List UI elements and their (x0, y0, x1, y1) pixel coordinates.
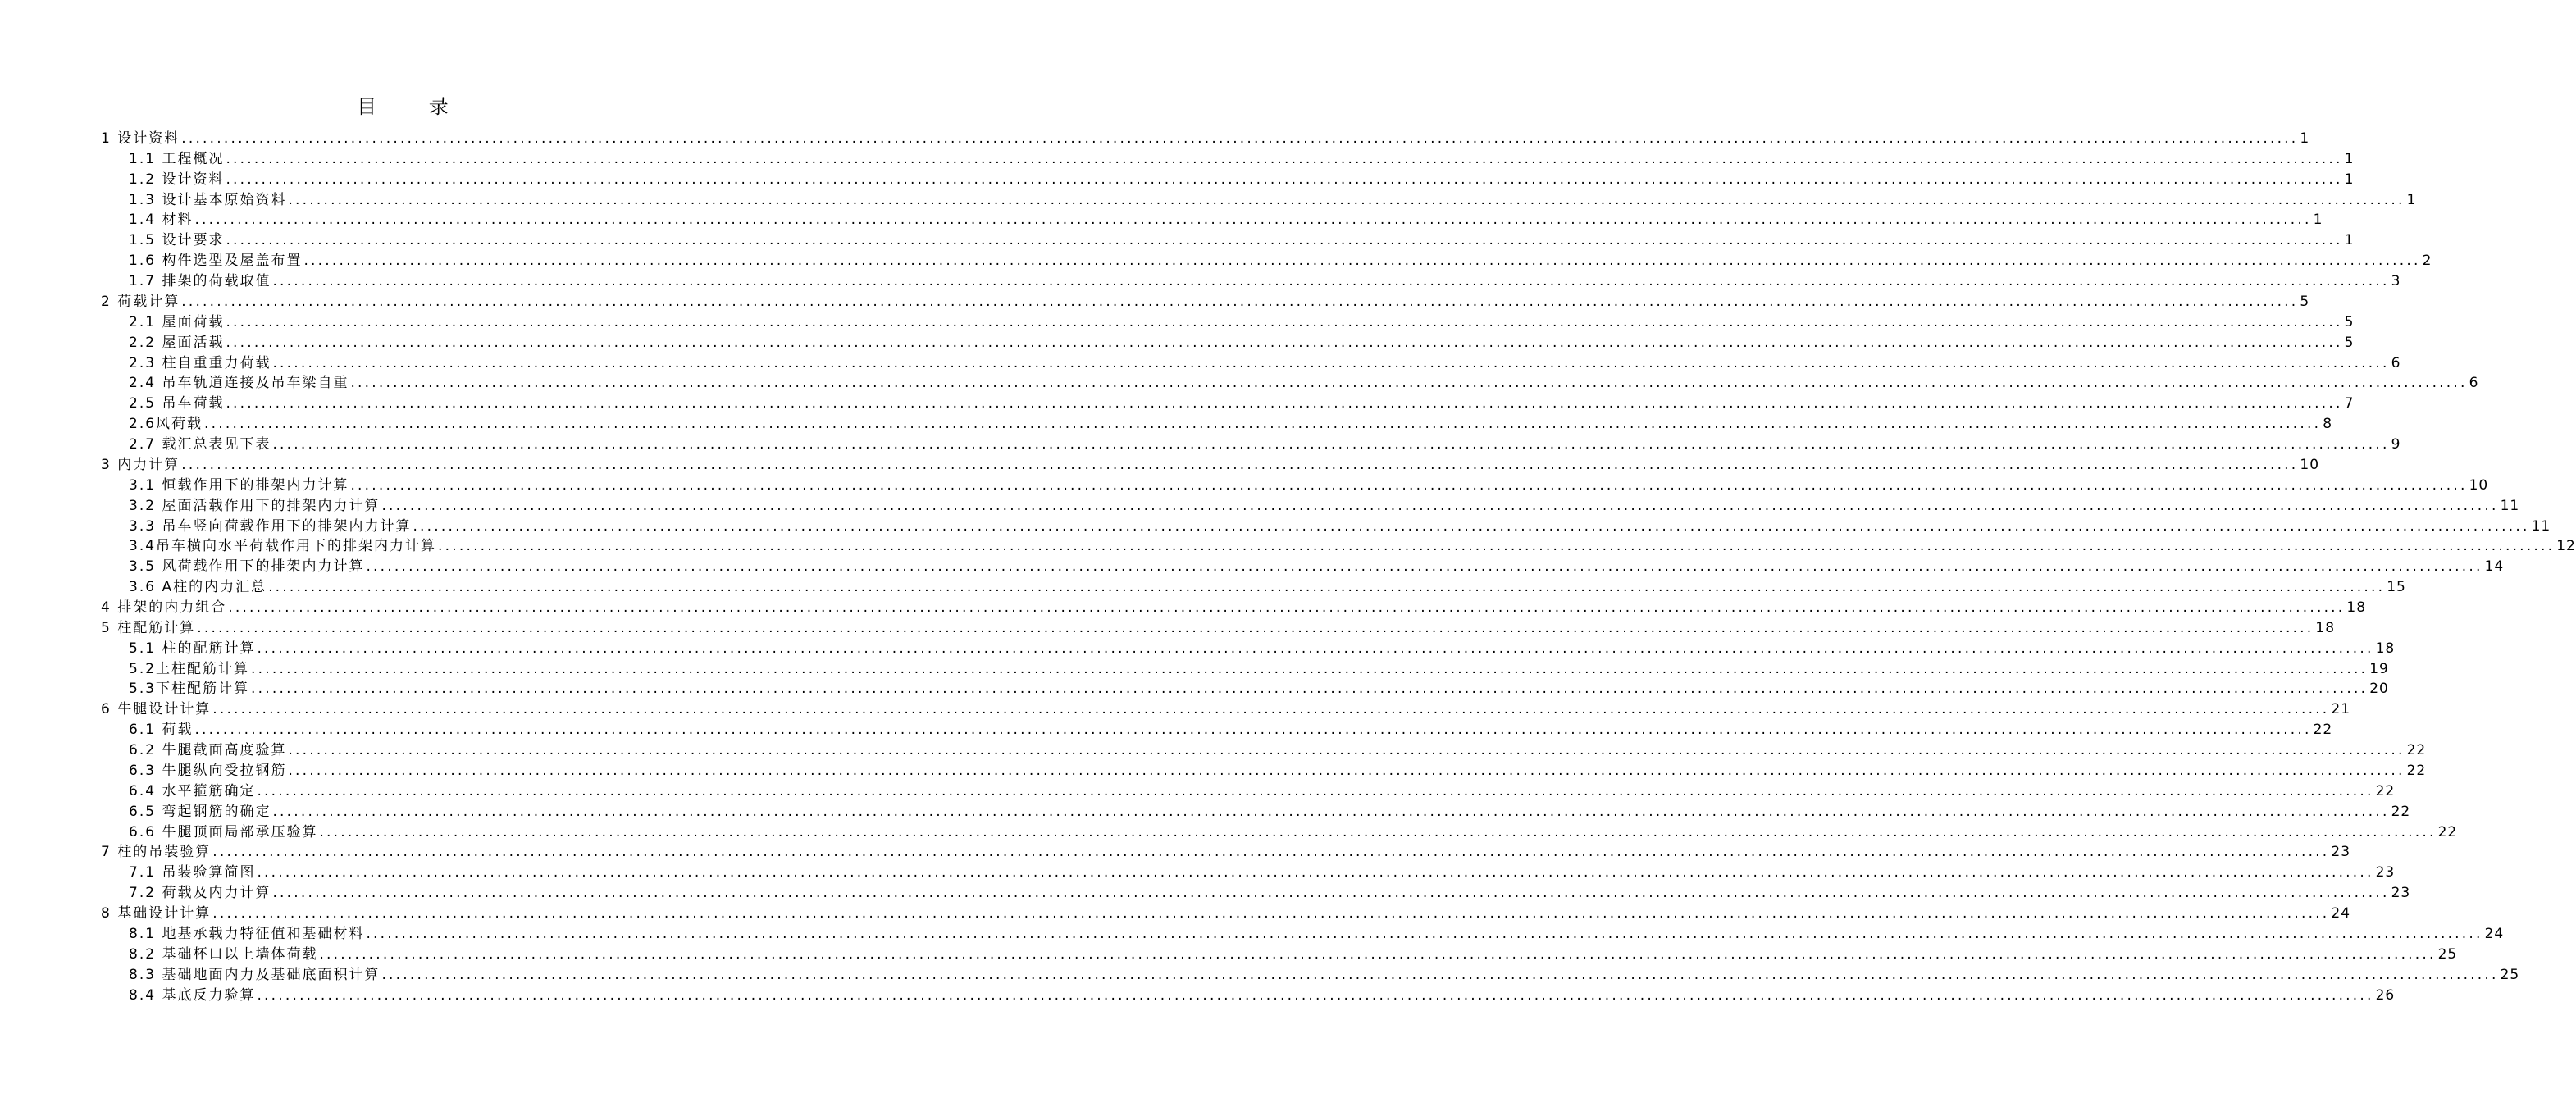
toc-entry-title: 2.6风荷载 (129, 416, 203, 433)
toc-page-number: 2 (2422, 253, 2432, 270)
toc-entry[interactable] (101, 618, 2336, 639)
toc-entry-title: 7.2 荷载及内力计算 (129, 885, 271, 902)
toc-leader-dots: ............................................................................................................................................................................................................................................................................................................ (288, 762, 2405, 779)
toc-leader-dots: ............................................................................................................................................................................................................................................................................................................ (226, 171, 2343, 188)
toc-entry-title: 1.3 设计基本原始资料 (129, 191, 287, 208)
toc-entry-title: 6.3 牛腿纵向受拉钢筋 (129, 762, 287, 779)
toc-page-number: 12 (2556, 538, 2576, 555)
toc-entry[interactable] (101, 904, 2351, 924)
toc-leader-dots: ............................................................................................................................................................................................................................................................................................................ (288, 191, 2405, 208)
toc-leader-dots: ............................................................................................................................................................................................................................................................................................................ (319, 823, 2437, 840)
toc-page-number: 6 (2469, 375, 2479, 392)
toc-leader-dots: ............................................................................................................................................................................................................................................................................................................ (181, 293, 2299, 310)
toc-entry[interactable] (129, 373, 2479, 394)
toc-entry-title: 1.4 材料 (129, 212, 194, 229)
toc-entry[interactable] (129, 414, 2333, 435)
toc-entry[interactable] (129, 577, 2406, 598)
toc-page-number: 23 (2391, 885, 2411, 902)
toc-entry[interactable] (129, 720, 2333, 740)
toc-page-number: 26 (2375, 986, 2396, 1004)
toc-entry-title: 3.6 A柱的内力汇总 (129, 579, 267, 596)
toc-entry[interactable] (129, 435, 2401, 455)
toc-page-number: 21 (2331, 701, 2351, 718)
toc-page-number: 5 (2344, 334, 2355, 351)
toc-page-number: 1 (2313, 212, 2323, 229)
toc-leader-dots: ............................................................................................................................................................................................................................................................................................................ (268, 579, 2386, 596)
toc-leader-dots: ............................................................................................................................................................................................................................................................................................................ (181, 130, 2299, 147)
toc-entry-title: 5.3下柱配筋计算 (129, 681, 250, 698)
toc-entry[interactable] (129, 271, 2401, 292)
toc-entry-title: 7.1 吊装验算简图 (129, 864, 256, 881)
toc-page-number: 5 (2344, 313, 2355, 330)
toc-leader-dots: ............................................................................................................................................................................................................................................................................................................ (366, 925, 2483, 942)
toc-page-number: 1 (2300, 130, 2310, 147)
toc-entry-title: 8.2 基础杯口以上墙体荷载 (129, 945, 318, 963)
toc-entry-title: 1 设计资料 (101, 130, 180, 147)
toc-page-number: 18 (2315, 619, 2336, 636)
toc-entry[interactable] (129, 679, 2389, 699)
toc-page-number: 9 (2391, 436, 2401, 453)
toc-page-number: 1 (2344, 232, 2355, 249)
toc-entry[interactable] (129, 659, 2389, 680)
toc-entry[interactable] (101, 129, 2310, 149)
toc-entry-title: 1.6 构件选型及屋盖布置 (129, 253, 303, 270)
toc-page-number: 11 (2500, 497, 2520, 514)
toc-leader-dots: ............................................................................................................................................................................................................................................................................................................ (181, 456, 2299, 473)
toc-entry[interactable] (101, 455, 2320, 476)
toc-entry-title: 6.6 牛腿顶面局部承压验算 (129, 823, 318, 840)
toc-entry-title: 3.4吊车横向水平荷载作用下的排架内力计算 (129, 538, 437, 555)
toc-page-number: 19 (2369, 660, 2389, 677)
toc-entry-title: 2.4 吊车轨道连接及吊车梁自重 (129, 375, 349, 392)
toc-page-number: 1 (2344, 171, 2355, 188)
toc-entry-title: 3.5 风荷载作用下的排架内力计算 (129, 558, 365, 576)
toc-entry-title: 5.2上柱配筋计算 (129, 660, 250, 677)
toc-entry-title: 6.1 荷载 (129, 722, 194, 739)
toc-page-number: 22 (2313, 722, 2333, 739)
toc-entry[interactable] (101, 842, 2351, 863)
toc-leader-dots: ............................................................................................................................................................................................................................................................................................................ (381, 966, 2499, 983)
toc-entry-title: 6.5 弯起钢筋的确定 (129, 803, 271, 820)
toc-entry[interactable] (129, 883, 2411, 904)
toc-page-number: 5 (2300, 293, 2310, 310)
toc-page-number: 25 (2500, 966, 2520, 983)
toc-leader-dots: ............................................................................................................................................................................................................................................................................................................ (251, 681, 2369, 698)
toc-entry-title: 2.3 柱自重重力荷载 (129, 354, 271, 371)
toc-leader-dots: ............................................................................................................................................................................................................................................................................................................ (194, 212, 2312, 229)
toc-page-number: 23 (2375, 864, 2396, 881)
toc-entry[interactable] (101, 699, 2351, 720)
toc-entry-title: 6.4 水平箍筋确定 (129, 782, 256, 799)
toc-entry-title: 6.2 牛腿截面高度验算 (129, 742, 287, 759)
toc-page-number: 3 (2391, 273, 2401, 290)
toc-leader-dots: ............................................................................................................................................................................................................................................................................................................ (272, 436, 2390, 453)
toc-page-number: 22 (2375, 782, 2396, 799)
toc-leader-dots: ............................................................................................................................................................................................................................................................................................................ (226, 395, 2343, 412)
toc-entry-title: 1.1 工程概况 (129, 150, 225, 167)
page-title: 目 录 (357, 95, 472, 118)
toc-entry[interactable] (129, 496, 2520, 517)
toc-entry[interactable] (129, 802, 2411, 822)
toc-leader-dots: ............................................................................................................................................................................................................................................................................................................ (272, 273, 2390, 290)
toc-leader-dots: ............................................................................................................................................................................................................................................................................................................ (197, 619, 2314, 636)
toc-entry-title: 1.2 设计资料 (129, 171, 225, 188)
toc-entry-title: 3.1 恒载作用下的排架内力计算 (129, 476, 349, 494)
toc-leader-dots: ............................................................................................................................................................................................................................................................................................................ (257, 986, 2374, 1004)
toc-entry-title: 6 牛腿设计计算 (101, 701, 212, 718)
toc-leader-dots: ............................................................................................................................................................................................................................................................................................................ (226, 334, 2343, 351)
toc-entry-title: 3.2 屋面活载作用下的排架内力计算 (129, 497, 381, 514)
toc-entry[interactable] (129, 945, 2458, 965)
toc-page-number: 22 (2406, 742, 2427, 759)
toc-leader-dots: ............................................................................................................................................................................................................................................................................................................ (228, 599, 2346, 616)
toc-page-number: 22 (2406, 762, 2427, 779)
toc-leader-dots: ............................................................................................................................................................................................................................................................................................................ (257, 864, 2374, 881)
toc-entry[interactable] (101, 292, 2310, 312)
toc-entry[interactable] (129, 210, 2323, 230)
toc-leader-dots: ............................................................................................................................................................................................................................................................................................................ (212, 701, 2330, 718)
toc-entry[interactable] (129, 965, 2520, 986)
toc-leader-dots: ............................................................................................................................................................................................................................................................................................................ (204, 416, 2322, 433)
toc-leader-dots: ............................................................................................................................................................................................................................................................................................................ (350, 375, 2468, 392)
toc-page-number: 10 (2300, 456, 2320, 473)
toc-leader-dots: ............................................................................................................................................................................................................................................................................................................ (303, 253, 2421, 270)
toc-page-number: 8 (2323, 416, 2333, 433)
toc-entry[interactable] (129, 557, 2505, 577)
toc-entry-title: 2 荷载计算 (101, 293, 180, 310)
toc-entry[interactable] (129, 761, 2427, 781)
toc-page-number: 14 (2484, 558, 2505, 576)
toc-entry[interactable] (129, 863, 2396, 883)
toc-entry-title: 3.3 吊车竖向荷载作用下的排架内力计算 (129, 517, 412, 535)
toc-page-number: 20 (2369, 681, 2389, 698)
toc-entry[interactable] (129, 333, 2355, 353)
toc-entry-title: 8.3 基础地面内力及基础底面积计算 (129, 966, 381, 983)
toc-page-number: 1 (2406, 191, 2417, 208)
toc-entry-title: 1.5 设计要求 (129, 232, 225, 249)
toc-entry[interactable] (129, 312, 2355, 333)
toc-entry[interactable] (129, 476, 2489, 496)
toc-entry-title: 4 排架的内力组合 (101, 599, 227, 616)
toc-entry[interactable] (129, 517, 2551, 537)
toc-entry[interactable] (129, 822, 2458, 843)
toc-leader-dots: ............................................................................................................................................................................................................................................................................................................ (226, 150, 2343, 167)
toc-entry-title: 8.4 基底反力验算 (129, 986, 256, 1004)
toc-entry[interactable] (129, 740, 2427, 761)
toc-leader-dots: ............................................................................................................................................................................................................................................................................................................ (288, 742, 2405, 759)
toc-entry[interactable] (101, 598, 2367, 618)
toc-page-number: 23 (2331, 844, 2351, 861)
toc-page-number: 11 (2531, 517, 2551, 535)
toc-leader-dots: ............................................................................................................................................................................................................................................................................................................ (438, 538, 2555, 555)
toc-entry-title: 5.1 柱的配筋计算 (129, 640, 256, 657)
toc-entry[interactable] (129, 190, 2417, 211)
toc-entry-title: 8 基础设计计算 (101, 905, 212, 922)
toc-entry-title: 8.1 地基承载力特征值和基础材料 (129, 925, 365, 942)
toc-entry-title: 2.5 吊车荷载 (129, 395, 225, 412)
toc-leader-dots: ............................................................................................................................................................................................................................................................................................................ (212, 844, 2330, 861)
toc-leader-dots: ............................................................................................................................................................................................................................................................................................................ (319, 945, 2437, 963)
toc-page-number: 24 (2331, 905, 2351, 922)
toc-entry[interactable] (129, 170, 2355, 190)
toc-page-number: 10 (2469, 476, 2489, 494)
toc-entry[interactable] (129, 353, 2401, 374)
toc-entry[interactable] (129, 986, 2396, 1006)
toc-leader-dots: ............................................................................................................................................................................................................................................................................................................ (350, 476, 2468, 494)
toc-leader-dots: ............................................................................................................................................................................................................................................................................................................ (251, 660, 2369, 677)
toc-entry[interactable] (129, 149, 2355, 170)
toc-leader-dots: ............................................................................................................................................................................................................................................................................................................ (226, 232, 2343, 249)
toc-entry-title: 2.1 屋面荷载 (129, 313, 225, 330)
toc-entry[interactable] (129, 924, 2505, 945)
toc-leader-dots: ............................................................................................................................................................................................................................................................................................................ (257, 640, 2374, 657)
toc-entry-title: 1.7 排架的荷载取值 (129, 273, 271, 290)
toc-leader-dots: ............................................................................................................................................................................................................................................................................................................ (226, 313, 2343, 330)
toc-leader-dots: ............................................................................................................................................................................................................................................................................................................ (257, 782, 2374, 799)
toc-page-number: 6 (2391, 354, 2401, 371)
toc-leader-dots: ............................................................................................................................................................................................................................................................................................................ (272, 885, 2390, 902)
toc-leader-dots: ............................................................................................................................................................................................................................................................................................................ (413, 517, 2530, 535)
toc-entry[interactable] (129, 394, 2355, 414)
toc-leader-dots: ............................................................................................................................................................................................................................................................................................................ (272, 803, 2390, 820)
toc-entry[interactable] (129, 536, 2576, 557)
toc-entry-title: 2.7 载汇总表见下表 (129, 436, 271, 453)
toc-page-number: 1 (2344, 150, 2355, 167)
toc-entry-title: 7 柱的吊装验算 (101, 844, 212, 861)
toc-page-number: 18 (2375, 640, 2396, 657)
toc-entry-title: 3 内力计算 (101, 456, 180, 473)
toc-entry-title: 5 柱配筋计算 (101, 619, 196, 636)
toc-page-number: 15 (2387, 579, 2406, 596)
toc-leader-dots: ............................................................................................................................................................................................................................................................................................................ (194, 722, 2312, 739)
toc-entry[interactable] (129, 781, 2396, 802)
toc-entry-title: 2.2 屋面活载 (129, 334, 225, 351)
toc-page-number: 18 (2346, 599, 2367, 616)
toc-leader-dots: ............................................................................................................................................................................................................................................................................................................ (212, 905, 2330, 922)
toc-page-number: 7 (2344, 395, 2355, 412)
toc-page-number: 24 (2484, 925, 2505, 942)
toc-entry[interactable] (129, 230, 2355, 251)
toc-page-number: 22 (2391, 803, 2411, 820)
toc-entry[interactable] (129, 639, 2396, 659)
toc-page-number: 22 (2437, 823, 2458, 840)
toc-leader-dots: ............................................................................................................................................................................................................................................................................................................ (272, 354, 2390, 371)
toc-page-number: 25 (2437, 945, 2458, 963)
toc-entry[interactable] (129, 251, 2432, 271)
toc-leader-dots: ............................................................................................................................................................................................................................................................................................................ (366, 558, 2483, 576)
toc-leader-dots: ............................................................................................................................................................................................................................................................................................................ (381, 497, 2499, 514)
